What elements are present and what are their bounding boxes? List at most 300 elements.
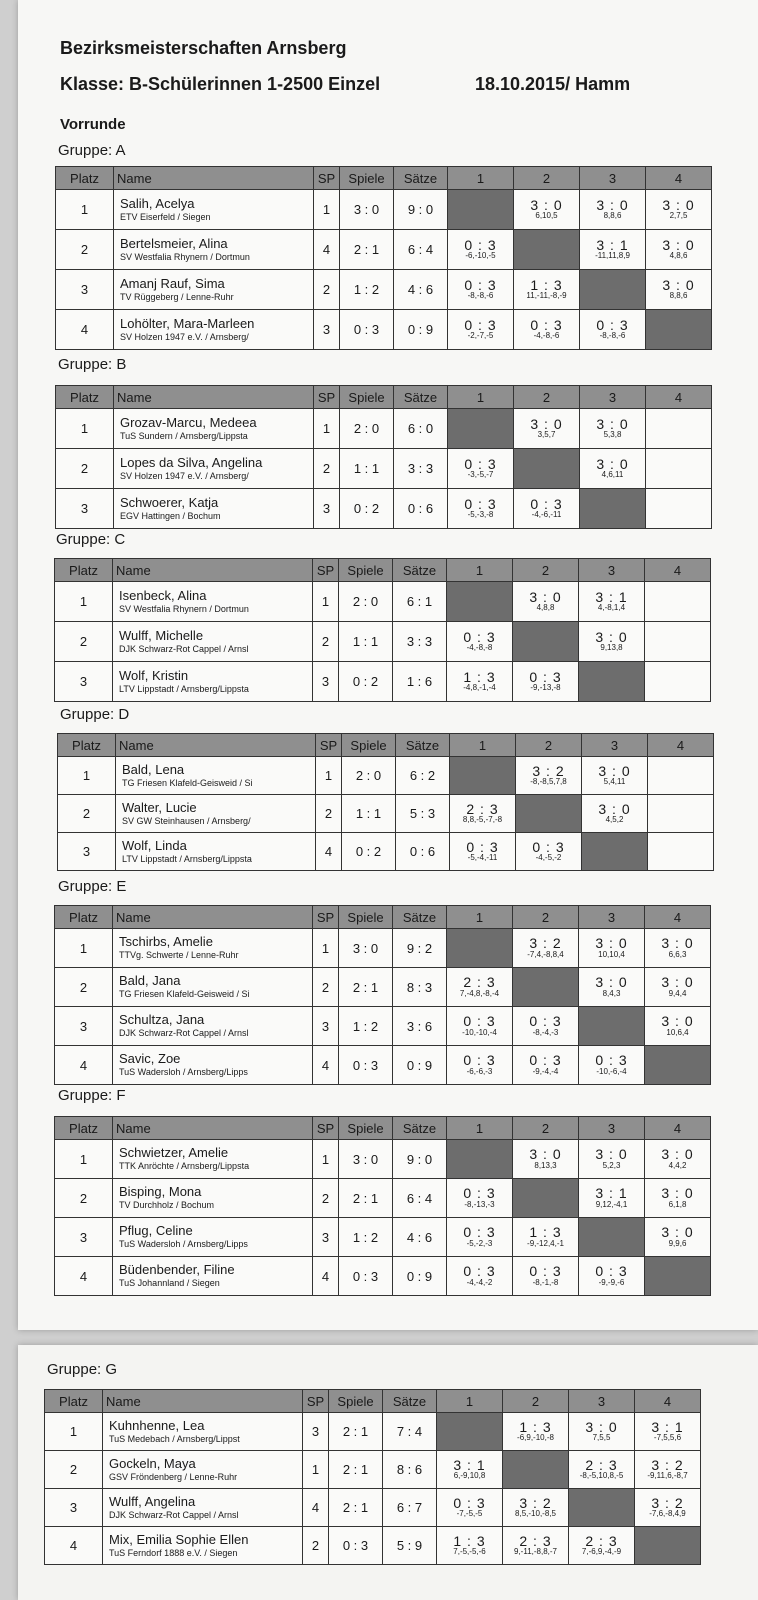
player-name: Schwietzer, Amelie (119, 1145, 229, 1161)
match-score: 3 : 0 (598, 800, 631, 817)
set-details: 7,-4,8,-8,-4 (459, 988, 500, 998)
player-cell (103, 1413, 303, 1451)
self-match-cell (579, 1218, 645, 1257)
col-saetze-header: Sätze (393, 559, 447, 582)
col-1-header: 1 (450, 734, 516, 757)
set-details: -4,-4,-2 (466, 1277, 493, 1287)
player-cell (103, 1451, 303, 1489)
set-details: 7,-6,9,-4,-9 (581, 1547, 622, 1557)
match-score: 1 : 3 (530, 276, 563, 293)
sets-cell: 6 : 1 (393, 582, 447, 622)
seed-cell: 2 (303, 1527, 329, 1565)
player-club: LTV Lippstadt / Arnsberg/Lippsta (119, 683, 249, 694)
player-name: Bisping, Mona (119, 1184, 202, 1200)
group-label: Gruppe: G (47, 1361, 118, 1378)
player-club: DJK Schwarz-Rot Cappel / Arnsl (109, 1509, 239, 1520)
col-platz-header: Platz (45, 1390, 103, 1413)
col-platz-header: Platz (58, 734, 116, 757)
set-details: -9,-4,-4 (532, 1066, 559, 1076)
seed-cell: 1 (313, 929, 339, 968)
set-details: 9,-11,-8,8,-7 (514, 1547, 557, 1557)
self-match-cell (646, 310, 712, 350)
col-2-header: 2 (503, 1390, 569, 1413)
col-2-header: 2 (513, 906, 579, 929)
player-cell (113, 929, 313, 968)
self-match-cell (503, 1451, 569, 1489)
sets-cell: 9 : 0 (394, 190, 448, 230)
games-cell: 0 : 3 (339, 1257, 393, 1296)
result-cell (514, 489, 580, 529)
col-4-header: 4 (646, 386, 712, 409)
set-details: -8,-13,-3 (464, 1199, 495, 1209)
player-name: Grozav-Marcu, Medeea (120, 414, 257, 430)
col-saetze-header: Sätze (393, 906, 447, 929)
self-match-cell (437, 1413, 503, 1451)
games-cell: 2 : 1 (339, 1179, 393, 1218)
table-row (56, 449, 712, 489)
player-name: Walter, Lucie (122, 799, 197, 815)
set-details: 4,8,6 (669, 251, 688, 261)
match-score: 0 : 3 (464, 455, 497, 472)
games-cell: 2 : 1 (340, 230, 394, 270)
set-details: 9,12,-4,1 (595, 1199, 628, 1209)
player-name: Wolf, Linda (122, 837, 187, 853)
col-2-header: 2 (514, 386, 580, 409)
result-cell (514, 270, 580, 310)
group-label: Gruppe: F (58, 1087, 126, 1104)
col-4-header: 4 (645, 1117, 711, 1140)
set-details: 11,-11,-8,-9 (526, 291, 567, 301)
match-score: 0 : 3 (463, 1224, 496, 1241)
result-cell (645, 968, 711, 1007)
table-row (55, 1218, 711, 1257)
self-match-cell (580, 270, 646, 310)
sets-cell: 4 : 6 (394, 270, 448, 310)
round-label: Vorrunde (60, 116, 126, 133)
set-details: -7,5,5,6 (653, 1433, 682, 1443)
col-saetze-header: Sätze (393, 1117, 447, 1140)
player-name: Salih, Acelya (120, 195, 195, 211)
sets-cell: 6 : 4 (394, 230, 448, 270)
player-name: Bald, Lena (122, 761, 185, 777)
result-cell (437, 1489, 503, 1527)
seed-cell: 2 (313, 968, 339, 1007)
set-details: 8,13,3 (534, 1160, 557, 1170)
table-row (58, 795, 714, 833)
result-cell (646, 190, 712, 230)
player-cell (113, 1046, 313, 1085)
result-cell (513, 1007, 579, 1046)
col-2-header: 2 (516, 734, 582, 757)
empty-result-cell (648, 795, 714, 833)
set-details: 8,5,-10,-8,5 (515, 1509, 556, 1519)
table-row (55, 1140, 711, 1179)
sets-cell: 3 : 6 (393, 1007, 447, 1046)
set-details: 5,2,3 (602, 1160, 621, 1170)
self-match-cell (579, 662, 645, 702)
seed-cell: 4 (316, 833, 342, 871)
table-row (55, 1179, 711, 1218)
match-score: 3 : 0 (595, 628, 628, 645)
set-details: 8,8,6 (669, 291, 688, 301)
set-details: -9,11,6,-8,7 (647, 1471, 688, 1481)
player-cell (113, 1179, 313, 1218)
sets-cell: 1 : 6 (393, 662, 447, 702)
result-cell (447, 662, 513, 702)
col-4-header: 4 (645, 906, 711, 929)
set-details: 10,10,4 (598, 949, 625, 959)
match-score: 3 : 0 (662, 276, 695, 293)
col-platz-header: Platz (55, 906, 113, 929)
player-name: Büdenbender, Filine (119, 1262, 235, 1278)
table-row (55, 662, 711, 702)
result-cell (580, 310, 646, 350)
sets-cell: 4 : 6 (393, 1218, 447, 1257)
match-score: 3 : 1 (453, 1456, 486, 1473)
player-name: Wolf, Kristin (119, 667, 189, 683)
empty-result-cell (648, 833, 714, 871)
match-score: 0 : 3 (596, 316, 629, 333)
match-score: 3 : 0 (529, 588, 562, 605)
set-details: 6,1,8 (668, 1199, 687, 1209)
set-details: -6,-10,-5 (465, 251, 496, 261)
match-score: 2 : 3 (585, 1456, 618, 1473)
col-sp-header: SP (313, 906, 339, 929)
result-cell (580, 449, 646, 489)
player-club: TV Rüggeberg / Lenne-Ruhr (120, 291, 234, 302)
match-score: 0 : 3 (595, 1263, 628, 1280)
col-3-header: 3 (569, 1390, 635, 1413)
date-location: 18.10.2015/ Hamm (475, 74, 631, 94)
table-row (55, 1046, 711, 1085)
player-name: Schultza, Jana (119, 1012, 205, 1028)
set-details: -9,-12,4,-1 (527, 1238, 564, 1248)
seed-cell: 1 (314, 409, 340, 449)
match-score: 0 : 3 (466, 838, 499, 855)
player-club: TuS Johannland / Siegen (119, 1278, 220, 1289)
seed-cell: 1 (314, 190, 340, 230)
match-score: 2 : 3 (585, 1532, 618, 1549)
set-details: 4,6,11 (601, 470, 624, 480)
result-cell (514, 310, 580, 350)
player-club: TuS Wadersloh / Arnsberg/Lipps (119, 1239, 248, 1250)
set-details: 7,5,5 (592, 1433, 611, 1443)
col-name-header: Name (113, 559, 313, 582)
set-details: -6,9,-10,-8 (517, 1433, 554, 1443)
sets-cell: 0 : 9 (393, 1257, 447, 1296)
set-details: -9,-9,-6 (598, 1277, 625, 1287)
rank-cell: 3 (56, 489, 114, 529)
set-details: -8,-1,-8 (532, 1277, 559, 1287)
set-details: 4,8,8 (536, 603, 555, 613)
header-row (55, 906, 711, 929)
games-cell: 0 : 3 (340, 310, 394, 350)
match-score: 1 : 3 (529, 1224, 562, 1241)
set-details: -7,4,-8,8,4 (527, 949, 564, 959)
result-cell (503, 1527, 569, 1565)
empty-result-cell (648, 757, 714, 795)
seed-cell: 2 (316, 795, 342, 833)
player-cell (116, 833, 316, 871)
set-details: -4,8,-1,-4 (463, 683, 496, 693)
sets-cell: 0 : 6 (396, 833, 450, 871)
self-match-cell (569, 1489, 635, 1527)
player-name: Pflug, Celine (119, 1223, 193, 1239)
result-cell (645, 1218, 711, 1257)
seed-cell: 1 (313, 582, 339, 622)
rank-cell: 1 (55, 582, 113, 622)
rank-cell: 3 (56, 270, 114, 310)
result-cell (580, 230, 646, 270)
result-cell (579, 929, 645, 968)
match-score: 1 : 3 (519, 1418, 552, 1435)
table-row (55, 582, 711, 622)
self-match-cell (516, 795, 582, 833)
result-cell (635, 1451, 701, 1489)
player-club: TV Durchholz / Bochum (119, 1200, 215, 1211)
rank-cell: 3 (45, 1489, 103, 1527)
set-details: -4,-5,-2 (535, 853, 562, 863)
sets-cell: 6 : 4 (393, 1179, 447, 1218)
sets-cell: 9 : 0 (393, 1140, 447, 1179)
set-details: 5,3,8 (603, 430, 622, 440)
player-cell (113, 622, 313, 662)
rank-cell: 1 (55, 1140, 113, 1179)
col-spiele-header: Spiele (339, 559, 393, 582)
self-match-cell (448, 190, 514, 230)
set-details: 8,8,6 (603, 211, 622, 221)
set-details: -10,-10,-4 (462, 1027, 497, 1037)
col-sp-header: SP (314, 167, 340, 190)
set-details: -2,-7,-5 (467, 331, 494, 341)
table-row (55, 968, 711, 1007)
games-cell: 1 : 2 (339, 1007, 393, 1046)
result-cell (645, 929, 711, 968)
set-details: -4,-8,-6 (533, 331, 560, 341)
result-cell (645, 1140, 711, 1179)
empty-result-cell (645, 622, 711, 662)
group-table (55, 385, 712, 529)
self-match-cell (645, 1257, 711, 1296)
result-cell (513, 1046, 579, 1085)
table-row (58, 833, 714, 871)
match-score: 2 : 3 (463, 974, 496, 991)
seed-cell: 4 (313, 1046, 339, 1085)
match-score: 3 : 2 (651, 1456, 684, 1473)
col-4-header: 4 (646, 167, 712, 190)
sets-cell: 8 : 6 (383, 1451, 437, 1489)
self-match-cell (447, 929, 513, 968)
table-row (55, 929, 711, 968)
player-name: Savic, Zoe (119, 1051, 181, 1067)
result-cell (582, 757, 648, 795)
self-match-cell (580, 489, 646, 529)
seed-cell: 2 (314, 449, 340, 489)
player-cell (113, 968, 313, 1007)
match-score: 3 : 0 (595, 974, 628, 991)
match-score: 3 : 0 (598, 762, 631, 779)
table-row (56, 230, 712, 270)
self-match-cell (513, 968, 579, 1007)
match-score: 2 : 3 (466, 800, 499, 817)
result-cell (582, 795, 648, 833)
match-score: 3 : 0 (662, 236, 695, 253)
match-score: 0 : 3 (530, 495, 563, 512)
player-club: LTV Lippstadt / Arnsberg/Lippsta (122, 853, 252, 864)
set-details: 9,4,4 (668, 988, 687, 998)
games-cell: 3 : 0 (340, 190, 394, 230)
sets-cell: 0 : 6 (394, 489, 448, 529)
match-score: 0 : 3 (463, 1052, 496, 1069)
self-match-cell (447, 582, 513, 622)
match-score: 3 : 1 (651, 1418, 684, 1435)
sets-cell: 3 : 3 (394, 449, 448, 489)
result-cell (448, 270, 514, 310)
col-platz-header: Platz (56, 386, 114, 409)
rank-cell: 3 (58, 833, 116, 871)
player-cell (116, 795, 316, 833)
sets-cell: 9 : 2 (393, 929, 447, 968)
player-name: Tschirbs, Amelie (119, 934, 213, 950)
set-details: 10,6,4 (666, 1027, 689, 1037)
self-match-cell (645, 1046, 711, 1085)
player-cell (114, 449, 314, 489)
self-match-cell (513, 1179, 579, 1218)
col-saetze-header: Sätze (383, 1390, 437, 1413)
rank-cell: 1 (45, 1413, 103, 1451)
seed-cell: 1 (313, 1140, 339, 1179)
rank-cell: 2 (56, 230, 114, 270)
games-cell: 2 : 1 (329, 1489, 383, 1527)
player-cell (113, 662, 313, 702)
seed-cell: 2 (314, 270, 340, 310)
col-2-header: 2 (513, 559, 579, 582)
group-label: Gruppe: C (56, 531, 126, 548)
rank-cell: 3 (55, 1218, 113, 1257)
player-name: Gockeln, Maya (109, 1455, 196, 1471)
group-table (44, 1389, 701, 1565)
seed-cell: 1 (303, 1451, 329, 1489)
result-cell (580, 409, 646, 449)
set-details: -8,-8,-6 (467, 291, 494, 301)
result-cell (513, 662, 579, 702)
result-cell (579, 1179, 645, 1218)
rank-cell: 2 (55, 968, 113, 1007)
player-cell (103, 1527, 303, 1565)
header-row (56, 386, 712, 409)
set-details: 7,-5,-5,-6 (453, 1547, 486, 1557)
match-score: 3 : 0 (596, 415, 629, 432)
player-cell (114, 230, 314, 270)
set-details: -8,-4,-3 (532, 1027, 559, 1037)
table-row (55, 622, 711, 662)
rank-cell: 4 (55, 1046, 113, 1085)
col-sp-header: SP (303, 1390, 329, 1413)
seed-cell: 3 (313, 1007, 339, 1046)
match-score: 3 : 1 (595, 588, 628, 605)
seed-cell: 4 (303, 1489, 329, 1527)
match-score: 0 : 3 (463, 628, 496, 645)
col-sp-header: SP (313, 1117, 339, 1140)
col-1-header: 1 (448, 386, 514, 409)
rank-cell: 4 (56, 310, 114, 350)
result-cell (579, 1046, 645, 1085)
match-score: 0 : 3 (532, 838, 565, 855)
seed-cell: 1 (316, 757, 342, 795)
col-4-header: 4 (635, 1390, 701, 1413)
set-details: -5,-3,-8 (467, 510, 494, 520)
seed-cell: 2 (313, 622, 339, 662)
result-cell (569, 1413, 635, 1451)
match-score: 0 : 3 (453, 1494, 486, 1511)
result-cell (569, 1451, 635, 1489)
player-cell (114, 489, 314, 529)
player-club: TG Friesen Klafeld-Geisweid / Si (119, 989, 250, 1000)
player-club: TuS Medebach / Arnsberg/Lippst (109, 1433, 240, 1444)
header-row (55, 1117, 711, 1140)
set-details: 3,5,7 (537, 430, 556, 440)
player-club: GSV Fröndenberg / Lenne-Ruhr (109, 1471, 238, 1482)
col-name-header: Name (116, 734, 316, 757)
result-cell (635, 1489, 701, 1527)
match-score: 3 : 0 (661, 974, 694, 991)
result-cell (579, 1257, 645, 1296)
player-name: Bertelsmeier, Alina (120, 235, 228, 251)
set-details: 8,4,3 (602, 988, 621, 998)
games-cell: 0 : 3 (329, 1527, 383, 1565)
result-cell (513, 1257, 579, 1296)
games-cell: 0 : 2 (342, 833, 396, 871)
result-cell (448, 230, 514, 270)
col-1-header: 1 (448, 167, 514, 190)
result-cell (516, 833, 582, 871)
table-row (45, 1489, 701, 1527)
result-cell (450, 833, 516, 871)
match-score: 3 : 0 (596, 196, 629, 213)
player-name: Wulff, Angelina (109, 1493, 196, 1509)
rank-cell: 2 (58, 795, 116, 833)
seed-cell: 4 (314, 230, 340, 270)
rank-cell: 3 (55, 662, 113, 702)
col-4-header: 4 (645, 559, 711, 582)
table-row (56, 310, 712, 350)
match-score: 3 : 0 (661, 935, 694, 952)
player-cell (113, 1218, 313, 1257)
table-row (56, 270, 712, 310)
result-cell (579, 622, 645, 662)
match-score: 0 : 3 (464, 316, 497, 333)
result-cell (503, 1413, 569, 1451)
set-details: 2,7,5 (669, 211, 688, 221)
col-1-header: 1 (437, 1390, 503, 1413)
match-score: 3 : 0 (661, 1224, 694, 1241)
result-cell (569, 1527, 635, 1565)
player-club: TuS Sundern / Arnsberg/Lippsta (120, 430, 248, 441)
set-details: -11,11,8,9 (595, 251, 630, 261)
result-cell (447, 1007, 513, 1046)
col-4-header: 4 (648, 734, 714, 757)
sets-cell: 6 : 0 (394, 409, 448, 449)
group-label: Gruppe: D (60, 706, 130, 723)
group-table (54, 905, 711, 1085)
player-cell (114, 190, 314, 230)
col-name-header: Name (113, 906, 313, 929)
result-cell (645, 1007, 711, 1046)
table-row (56, 489, 712, 529)
table-row (55, 1257, 711, 1296)
class-label: Klasse: B-Schülerinnen 1-2500 Einzel (60, 74, 381, 94)
match-score: 2 : 3 (519, 1532, 552, 1549)
